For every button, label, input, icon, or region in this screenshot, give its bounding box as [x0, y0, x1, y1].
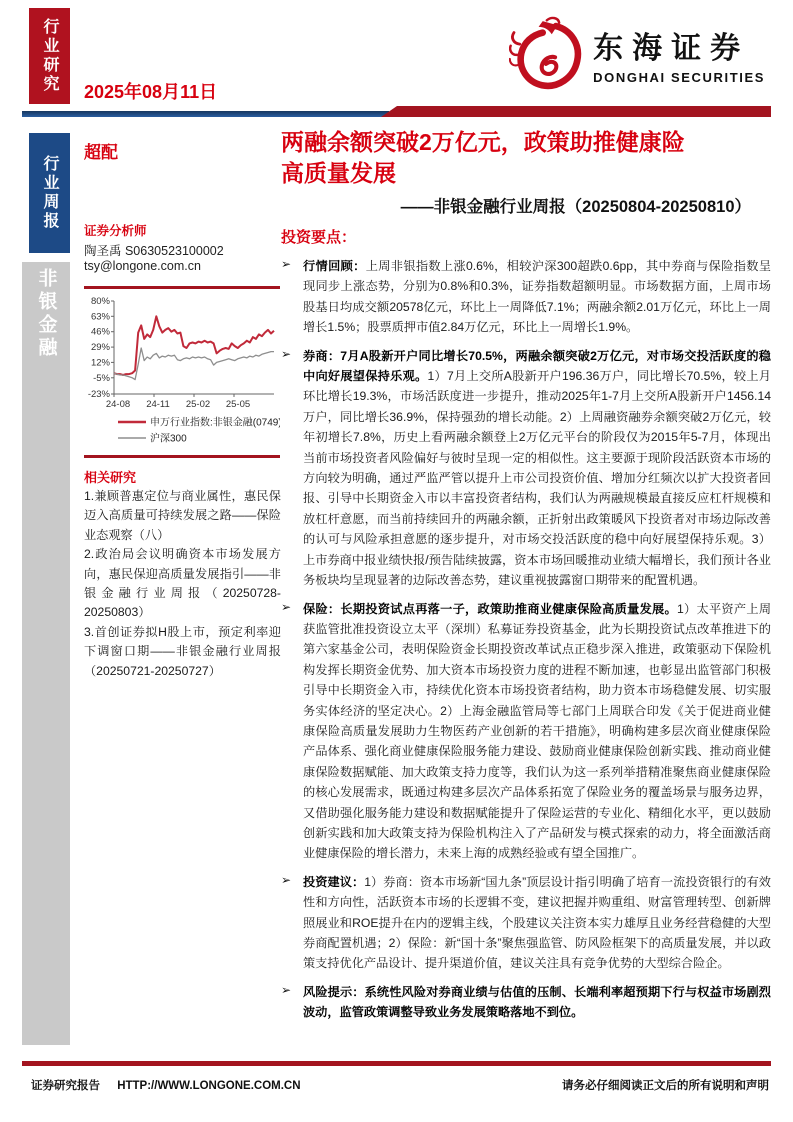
highlights-heading: 投资要点： — [281, 229, 357, 246]
bullet-arrow-icon: ➢ — [281, 346, 292, 361]
footer-url: HTTP://WWW.LONGONE.COM.CN — [117, 1080, 301, 1092]
doc-type-tag — [29, 8, 70, 104]
sector-chart — [84, 291, 280, 454]
header-rule-blue — [22, 111, 389, 117]
related-item: 1.兼顾普惠定位与商业属性，惠民保迈入高质量可持续发展之路——保险业态观察（八） — [84, 489, 281, 542]
svg-text:29%: 29% — [90, 342, 110, 354]
bullet-advice — [281, 872, 771, 974]
svg-text:80%: 80% — [90, 296, 110, 307]
report-title-line1: 两融余额突破2万亿元，政策助推健康险 — [281, 129, 685, 155]
bullet-text: 券商：7月A股新开户同比增长70.5%，两融余额突破2万亿元，对市场交投活跃度的稳中向好展望保持乐观。1）7月上交所A股新开户196.36万户，同比增长70.5%，较上月环比增长19.3%，市场活跃度进一步提升，推动2025年1-7月上交所A股新开户1456.14万户，同比增长36.9%，保持强劲的增长动能。2）上周融资融券余额突破2万亿元，较年初增长7.8%，历史上看两融余额登上2万亿元平台的阶段仅为2015年5-7月，体现出当前市场投资者风险偏好与彼时呈现一定的相似性。这主要源于现阶段活跃资本市场的方向较为明确，通过严监严管以提升上市公司投资价值、增加分红频次以扩大投资者回报、引导中长期资金入市以丰富投资者结构，我们认为两融规模最直接反应杠杆规模和放杠杆意愿，而当前持续回升的两融余额，正折射出政策暖风下投资者对市场边际改善的认可与风险承担意愿的逐步提升，对市场交投活跃度的稳中向好展望保持乐观。3）上市券商中报业绩快报/预告陆续披露，资本市场回暖推动业绩大幅增长，我们预计各业务板块均呈现显著的边际改善态势，建议重视披露窗口期带来的配置机遇。 — [303, 348, 771, 588]
report-type-tag — [29, 133, 70, 253]
bullet-market-review — [281, 256, 771, 338]
bullet-arrow-icon: ➢ — [281, 982, 292, 997]
x-tick-labels — [106, 399, 250, 410]
highlights-bullets — [281, 256, 771, 1031]
footer-disclaimer: 请务必仔细阅读正文后的所有说明和声明 — [562, 1080, 769, 1092]
report-type-label: 行业周报 — [41, 155, 58, 231]
dragon-logo-icon — [509, 16, 583, 92]
doc-type-label: 行业研究 — [41, 18, 58, 94]
brand-name-cn: 东海证券 — [593, 32, 750, 65]
svg-text:25-02: 25-02 — [185, 399, 211, 410]
report-subtitle: ——非银金融行业周报（20250804-20250810） — [400, 198, 751, 216]
svg-text:12%: 12% — [90, 357, 110, 369]
bullet-text: 保险：长期投资试点再落一子，政策助推商业健康保险高质量发展。1）太平资产上周获监管批准投资设立太平（深圳）私募证券投资基金，此为长期投资试点改革推进下的第六家基金公司，表明保险资金长期投资改革试点正稳步深入推进，政策驱动下保险机构发挥长期资金优势、加大资本市场投资力度的进程不断加速，也彰显出监管部门积极引导中长期资金入市，持续优化资本市场投资者结构，助力资本市场稳健发展、切实服务实体经济的坚定决心。2）上海金融监管局等七部门上周联合印发《关于促进商业健康保险高质量发展助力生物医药产业创新的若干措施》，明确构建多层次商业健康保险产品体系、强化商业健康保险服务能力建设、鼓励商业健康保险创新实践、推动商业健康保险数据赋能、加大政策支持力度等，我们认为这一系列举措精准聚焦商业健康保险的核心发展需求，既通过构建多层次产品体系拓宽了保险业务的覆盖场景与服务边界，又借助强化服务能力建设和数据赋能提升了保险运营的专业化、精细化水平，更以鼓励创新实践和加大政策支持为保险机构注入了产品研发与模式探索的动力，将全面激活商业健康保险的增长潜力，未来上海的成熟经验或有望全国推广。 — [303, 601, 772, 861]
report-title — [281, 127, 773, 189]
bullet-insurance — [281, 599, 771, 864]
divider-rule-top — [84, 286, 280, 289]
analyst-name: 陶圣禹 S0630523100002 — [84, 244, 224, 258]
bullet-arrow-icon: ➢ — [281, 257, 292, 271]
related-research-list — [84, 487, 281, 681]
rating-badge: 超配 — [84, 143, 118, 162]
bullet-text: 风险提示：系统性风险对券商业绩与估值的压制、长端利率超预期下行与权益市场剧烈波动，监管政策调整导致业务发展策略落地不到位。 — [303, 984, 771, 1020]
bullet-text: 投资建议：1）券商：资本市场新“国九条”顶层设计指引明确了培育一流投资银行的有效性和方向性，活跃资本市场的长逻辑不变，建议把握并购重组、财富管理转型、创新牌照展业和ROE提升在内的逻辑主线，个股建议关注资本实力雄厚且业务经营稳健的大型券商配置机遇；2）保险：新“国十条”聚焦强监管、防风险框架下的高质量发展，并以政策支持优化产品设计、提升渠道价值，建议关注具有竞争优势的大型综合险企。 — [303, 874, 771, 971]
related-research-heading: 相关研究 — [84, 470, 137, 485]
sector-chart-box — [84, 291, 280, 454]
legend-label-csi300: 沪深300 — [150, 433, 187, 445]
header-rule-red — [381, 106, 771, 117]
brand-logo — [509, 16, 765, 92]
footer-report-type: 证券研究报告 — [31, 1080, 100, 1092]
report-date: 2025年08月11日 — [84, 82, 218, 102]
svg-text:24-11: 24-11 — [146, 399, 170, 410]
divider-rule-bottom — [84, 455, 280, 458]
sector-tag — [22, 262, 70, 1045]
bullet-arrow-icon: ➢ — [281, 599, 292, 614]
sector-label: 非银金融 — [35, 268, 57, 360]
svg-text:63%: 63% — [90, 311, 110, 323]
bullet-risk — [281, 982, 771, 1023]
svg-text:-23%: -23% — [87, 389, 110, 400]
brand-name-en: DONGHAI SECURITIES — [593, 70, 765, 85]
svg-text:46%: 46% — [90, 326, 110, 338]
report-title-line2: 高质量发展 — [281, 160, 396, 186]
analyst-section-label: 证券分析师 — [84, 224, 147, 238]
brand-logo-text — [593, 23, 765, 85]
svg-text:25-05: 25-05 — [225, 399, 251, 410]
related-item: 3.首创证券拟H股上市，预定利率迎下调窗口期——非银金融行业周报（20250721-20250727） — [84, 624, 281, 678]
related-item: 2.政治局会议明确资本市场发展方向，惠民保迎高质量发展指引——非银金融行业周报（20250728-20250803） — [84, 547, 281, 620]
footer-left — [31, 1077, 301, 1093]
legend-label-nonbank: 申万行业指数:非银金融(0749) — [150, 417, 280, 429]
svg-text:24-08: 24-08 — [105, 399, 131, 410]
bullet-arrow-icon: ➢ — [281, 872, 292, 887]
y-tick-labels — [88, 296, 111, 400]
footer-rule — [22, 1061, 771, 1066]
analyst-email: tsy@longone.com.cn — [84, 259, 201, 273]
bullet-brokers — [281, 346, 771, 591]
bullet-text: 行情回顾：上周非银指数上涨0.6%，相较沪深300超跌0.6pp，其中券商与保险指数呈现同步上涨态势，分别为0.8%和0.3%，证券指数超额明显。市场数据方面，上周市场股基日均成交额20578亿元，环比上一周降低7.1%；两融余额2.01万亿元，环比上一周增长1.5%；股票质押市值2.84万亿元，环比上一周增长1.9%。 — [303, 259, 772, 335]
series-csi300-line — [114, 348, 274, 380]
svg-text:-5%: -5% — [93, 372, 110, 384]
